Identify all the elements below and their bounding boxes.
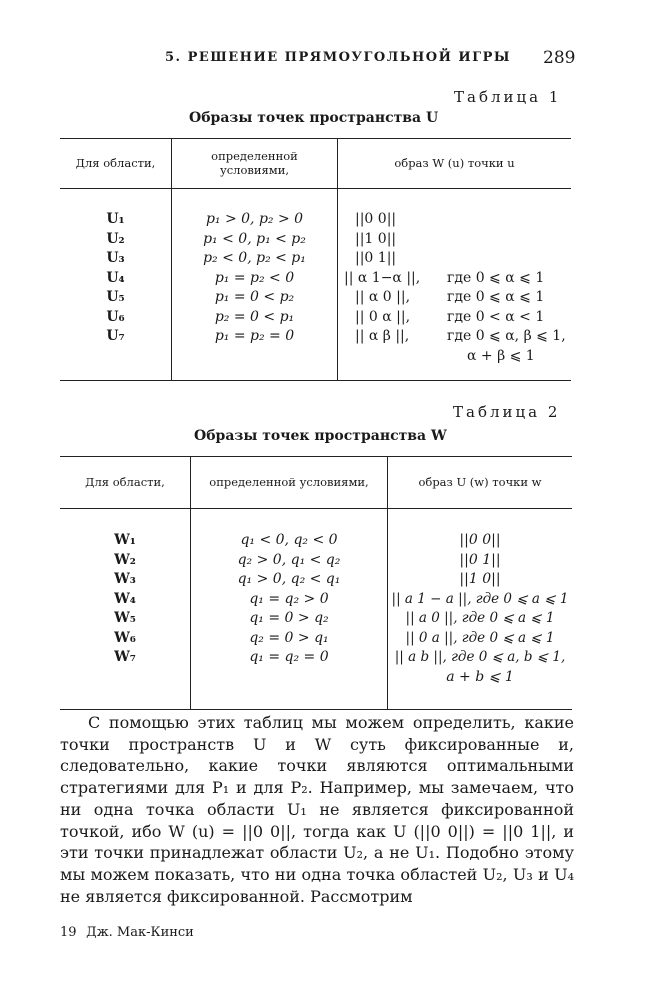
table1-image: || α 1−α ||, где 0 ⩽ α ⩽ 1 (344, 269, 545, 286)
table2-header-image: образ U (w) точки w (388, 457, 573, 509)
table2-condition: q₂ = 0 > q₁ (249, 629, 329, 646)
table2-image: || a 1 − a ||, где 0 ⩽ a ⩽ 1 (391, 590, 569, 607)
body-text: С помощью этих таблиц мы можем определить, какие точки пространств U и W суть фиксированные и, следовательно, какие точки являются оптимальными стратегиями для P₁ и для P₂. Например, мы замечаем, что ни одна точка области U₁ не является фиксированной точкой, ибо W (u) = ||0 0||, тогда как U (||0 0||) = ||0 1||, и эти точки принадлежат области U₂, а не U₁. Подобно этому мы можем показать, что ни одна точка областей U₂, U₃ и U₄ не является фиксированной. Рассмотрим (60, 713, 574, 906)
table1-caption: Образы точек пространства U (189, 110, 439, 126)
author-name: Дж. Мак-Кинси (86, 925, 194, 940)
table1-header-region: Для области, (60, 139, 172, 189)
table1-region: U₇ (106, 328, 125, 344)
table2-caption: Образы точек пространства W (194, 428, 447, 444)
table1-image: ||0 1|| (355, 250, 397, 266)
table2-region: W₆ (114, 629, 136, 646)
table2-image-continuation: a + b ⩽ 1 (446, 668, 514, 685)
table2-region: W₇ (114, 649, 136, 665)
table1-region: U₂ (106, 230, 125, 247)
table1-image: || α 0 ||, где 0 ⩽ α ⩽ 1 (355, 289, 545, 305)
table2-image: || 0 a ||, где 0 ⩽ a ⩽ 1 (405, 629, 555, 646)
table1-condition: p₂ < 0, p₂ < p₁ (203, 250, 306, 266)
table2-region: W₃ (114, 571, 136, 587)
table1-condition: p₁ = p₂ = 0 (214, 328, 295, 344)
table2-regions (60, 509, 191, 710)
signature-footer (60, 925, 194, 940)
table1-condition: p₁ = 0 < p₂ (214, 289, 295, 305)
table1-image: ||1 0|| (355, 230, 397, 247)
table1-image: || α β ||, где 0 ⩽ α, β ⩽ 1, (355, 328, 566, 344)
table1-label: Таблица 1 (454, 88, 562, 106)
table2-image: ||1 0|| (459, 571, 501, 587)
table1-regions (60, 189, 172, 381)
table1-condition: p₁ = p₂ < 0 (214, 269, 295, 286)
table2-condition: q₁ = q₂ > 0 (249, 590, 329, 607)
table2-condition: q₁ = q₂ = 0 (249, 649, 329, 665)
table2-image: ||0 0|| (459, 532, 501, 548)
table1-image: || 0 α ||, где 0 < α < 1 (355, 308, 545, 325)
table2-region: W₅ (114, 610, 136, 626)
table1-region: U₅ (106, 289, 125, 305)
table2 (60, 456, 572, 710)
table2-condition: q₁ < 0, q₂ < 0 (240, 532, 338, 548)
running-title: 5. РЕШЕНИЕ ПРЯМОУГОЛЬНОЙ ИГРЫ (165, 50, 512, 65)
table1-conditions (172, 189, 338, 381)
table1-header-condition: определенной условиями, (172, 139, 338, 189)
table1-condition: p₁ < 0, p₁ < p₂ (203, 230, 306, 247)
table1-region: U₆ (106, 308, 125, 325)
table1 (60, 138, 571, 381)
page-number: 289 (543, 48, 576, 68)
table2-image: ||0 1|| (459, 551, 501, 568)
table1-condition: p₂ = 0 < p₁ (214, 308, 295, 325)
table2-image: || a b ||, где 0 ⩽ a, b ⩽ 1, (394, 649, 566, 665)
table2-image: || a 0 ||, где 0 ⩽ a ⩽ 1 (405, 610, 555, 626)
table1-region: U₃ (106, 250, 125, 266)
table2-region: W₁ (114, 532, 136, 548)
table1-header-image: образ W (u) точки u (338, 139, 572, 189)
table2-region: W₄ (114, 590, 136, 607)
table2-region: W₂ (114, 551, 136, 568)
table2-header-region: Для области, (60, 457, 191, 509)
table2-label: Таблица 2 (453, 403, 561, 421)
table1-image-continuation: α + β ⩽ 1 (467, 347, 535, 364)
table2-header-condition: определенной условиями, (191, 457, 388, 509)
body-paragraph (60, 712, 574, 907)
table1-region: U₁ (106, 211, 125, 227)
table1-region: U₄ (106, 269, 125, 286)
table1-images (338, 189, 572, 381)
table2-condition: q₁ > 0, q₂ < q₁ (237, 571, 341, 587)
table1-image: ||0 0|| (355, 211, 397, 227)
table2-condition: q₂ > 0, q₁ < q₂ (237, 551, 341, 568)
table1-condition: p₁ > 0, p₂ > 0 (205, 211, 304, 227)
table2-condition: q₁ = 0 > q₂ (249, 610, 329, 626)
table2-images (388, 509, 573, 710)
table2-conditions (191, 509, 388, 710)
signature-number: 19 (60, 925, 77, 940)
